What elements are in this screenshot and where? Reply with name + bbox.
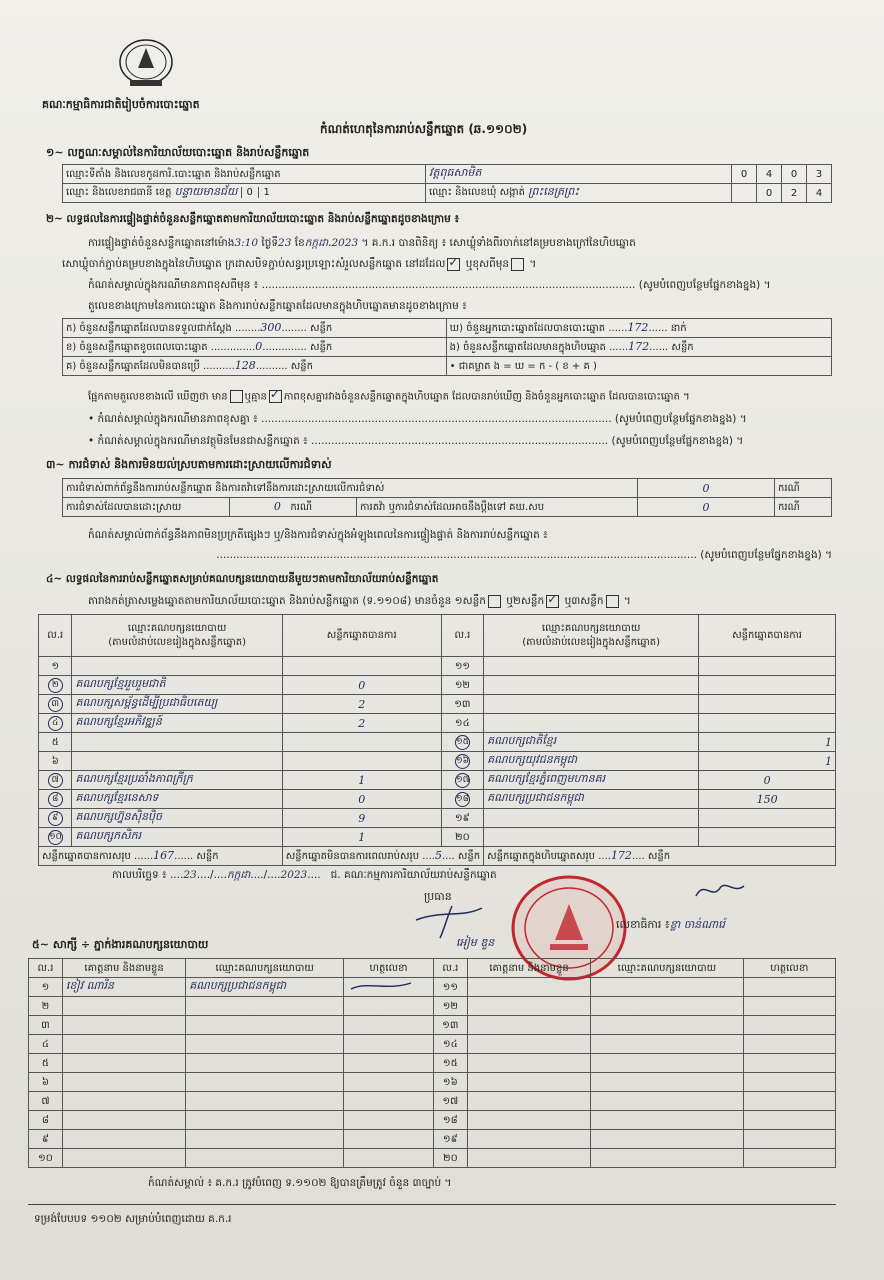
form-footer: ទម្រង់បែបបទ ១១០២ សម្រាប់បំពេញដោយ គ.ក.រ [34,1213,232,1225]
table-row: ៩ គណបក្សហ្វ៊ុនស៊ិនប៉ិច 9 ១៩ [39,809,836,828]
foreign-object-note: • កំណត់សម្គាល់ក្នុងករណីមានវត្ថុមិនមែនជាសន្លឹកឆ្នោត ៖ ......................................................................................... (សូមបំពេញបន្ថែមផ្នែកខាងខ្នង) ។ [88,435,744,447]
spoiled-ballots: ខ) ចំនួនសន្លឹកឆ្នោតខូចពេលបោះឆ្នោត ..............0.............. សន្លឹក [63,338,447,357]
table-row: ៤ គណបក្សខ្មែរអភិវឌ្ឍន៍ 2 ១៤ [39,714,836,733]
witnesses-table: ល.រ គោត្តនាម និងនាមខ្លួន ឈ្មោះគណបក្សនយោបាយ ហត្ថលេខា ល.រ គោត្តនាម និងនាមខ្លួន ឈ្មោះគណបក្សនយោបាយ ហត្ថលេខា ១ ខៀវ ណារិន គណបក្សប្រជាជនកម្ពុជា ១១ ២ ១២ ៣ ១៣ ៤ ១៤ ៥ ១៥ ៦ ១៦ ៧ ១៧ ៨ ១៨ ៩ ១៩ ១០ ២០ [28,958,836,1168]
ballots-in-box: ង) ចំនួនសន្លឹកឆ្នោតដែលមានក្នុងហិបឆ្នោត ......172...... សន្លឹក [446,338,831,357]
resolved-label: ការជំទាស់ដែលបានដោះស្រាយ [63,498,230,517]
location-code-2: 4 [757,165,782,184]
commune-code-1: 0 [757,184,782,203]
table-row: ១០ គណបក្សកសិករ 1 ២០ [39,828,836,847]
witness-row: ២ ១២ [29,997,836,1016]
footer-divider [28,1204,836,1205]
seal-check-line: សោឃ្លុំចាក់ភ្ជាប់គម្របខាងក្នុងនៃហិបឆ្នោត ក្រដាសបិទភ្ជាប់សន្ធរប្រឡោះសំរួលសន្លឹកឆ្នោត នៅដដែល✓ ឬខុសពីមុន ។ [62,257,536,271]
location-code-4: 3 [807,165,832,184]
voters-count-value: 172 [627,320,649,334]
invalid-total-value: 5 [434,848,442,862]
irregularity-note: កំណត់សម្គាល់ពាក់ព័ន្ធនឹងភាពមិនប្រក្រតីផ្សេងៗ ឬ/និងការជំទាស់ក្នុងអំឡុងពេលនៃការផ្ទៀងផ្ទាត់ និងការរាប់សន្លឹកឆ្នោត ៖ [88,529,548,541]
figures-table [62,318,832,376]
table-row: ១ ១១ [39,657,836,676]
org-name: គណៈកម្មាធិការជាតិរៀបចំការបោះឆ្នោត [42,98,200,111]
results-table: ល.រ ឈ្មោះគណបក្សនយោបាយ (តាមលំដាប់លេខរៀងក្នុងសន្លឹកឆ្នោត) សន្លឹកឆ្នោតបានការ ល.រ ឈ្មោះគណបក្សនយោបាយ (តាមលំដាប់លេខរៀងក្នុងសន្លឹកឆ្នោត) សន្លឹកឆ្នោតបានការ ១ ១១ ២ គណបក្សខ្មែររួបរួមជាតិ 0 ១២ ៣ គណបក្សសម្ព័ន្ធដើម្បីប្រជាធិបតេយ្យ 2 ១៣ ៤ គណបក្សខ្មែរអភិវឌ្ឍន៍ 2 ១៤ ៥ ១៥ គណបក្សជាតិខ្មែរ 1 ៦ ១៦ គណបក្សយុវជនកម្ពុជា 1 ៧ គណបក្សខ្មែរប្រឆាំងភាពក្រីក្រ 1 ១៧ គណបក្សខ្មែរភ្នំពេញមហានគរ 0 ៨ គណបក្សខ្មែរនេសាទ 0 ១៨ គណបក្សប្រជាជនកម្ពុជា 150 ៩ គណបក្សហ្វ៊ុនស៊ិនប៉ិច 9 ១៩ ១០ គណបក្សកសិករ 1 ២០ សន្លឹកឆ្នោតបានការសរុប ......167...... សន្លឹក សន្លឹកឆ្នោតមិនបានការពេលរាប់សរុប ....5.... សន្លឹក សន្លឹកឆ្នោតក្នុងហិបឆ្នោតសរុប ....172.... សន្លឹក [38,614,836,866]
verification-day: 23 [278,237,292,249]
date-year: 2023 [280,869,308,881]
location-code-3: 0 [782,165,807,184]
table-row: ២ គណបក្សខ្មែររួបរួមជាតិ 0 ១២ [39,676,836,695]
difference-note: កំណត់សម្គាល់ក្នុងករណីមានភាពខុសពីមុន ៖ ................................................................................................................ (សូមបំពេញបន្ថែមផ្នែកខាងខ្នង) ។ [88,279,771,291]
chair-signature [412,900,512,940]
table-row: ៧ គណបក្សខ្មែរប្រឆាំងភាពក្រីក្រ 1 ១៧ គណបក្សខ្មែរភ្នំពេញមហានគរ 0 [39,771,836,790]
witness-row: ៥ ១៥ [29,1054,836,1073]
table-row: ៣ គណបក្សសម្ព័ន្ធដើម្បីប្រជាធិបតេយ្យ 2 ១៣ [39,695,836,714]
has-discrepancy-checkbox[interactable] [230,390,243,403]
section3-heading: ៣~ ការជំទាស់ និងការមិនយល់ស្របតាមការដោះស្រាយលើការជំទាស់ [46,458,332,471]
figures-intro: តួលេខខាងក្រោមនៃការបោះឆ្នោត និងការរាប់សន្លឹកឆ្នោតដែលមានក្នុងហិបឆ្នោតមានដូចខាងក្រោម ៖ [88,300,467,312]
commune-label: ឈ្មោះ និងលេខឃុំ សង្កាត់ ព្រះនេត្រព្រះ [426,184,732,203]
three-sheets-checkbox[interactable] [606,595,619,608]
complaints-value: 0 [638,479,775,498]
table-row: ៨ គណបក្សខ្មែរនេសាទ 0 ១៨ គណបក្សប្រជាជនកម្ពុជា 150 [39,790,836,809]
totals-row [39,847,836,866]
box-total: សន្លឹកឆ្នោតក្នុងហិបឆ្នោតសរុប ....172.... សន្លឹក [484,847,836,866]
witness-row: ៦ ១៦ [29,1073,836,1092]
unchanged-checkbox[interactable] [447,258,460,271]
section1-heading: ១~ លក្ខណៈសម្គាល់នៃការិយាល័យបោះឆ្នោត និងរាប់សន្លឹកឆ្នោត [46,146,310,159]
witness-row: ៨ ១៨ [29,1111,836,1130]
unused-ballots-value: 128 [234,358,256,372]
province-label: ឈ្មោះ និងលេខរាជធានី ខេត្ត បន្ទាយមានជ័យ 0 1 [63,184,426,203]
commune-value: ព្រះនេត្រព្រះ [528,185,580,198]
irregularity-fill: ................................................................................................................................................ (សូមបំពេញបន្ថែមផ្នែកខាងខ្នង) ។ [216,549,832,561]
ballots-in-box-value: 172 [628,339,650,353]
province-value: បន្ទាយមានជ័យ [174,185,238,198]
valid-total-value: 167 [153,848,175,862]
section4-heading: ៤~ លទ្ធផលនៃការរាប់សន្លឹកឆ្នោតសម្រាប់គណបក្សនយោបាយនីមួយៗតាមការិយាល័យរាប់សន្លឹកឆ្នោត [46,573,439,585]
appeal-label: ការតវ៉ា ឬការជំទាស់ដែលអាចនឹងប្តឹងទៅ គឃ.សប [357,498,638,517]
formula: • ជាគម្លាត ង = ឃ = ក - ( ខ + គ ) [446,357,831,376]
box-total-value: 172 [610,848,632,862]
nec-logo [116,38,176,90]
unused-ballots: គ) ចំនួនសន្លឹកឆ្នោតដែលមិនបានប្រើ ..........128.......... សន្លឹក [63,357,447,376]
received-ballots: ក) ចំនួនសន្លឹកឆ្នោតដែលបានទទួលជាក់ស្តែង ........300........ សន្លឹក [63,319,447,338]
section5-heading: ៥~ សាក្សី ÷ ភ្នាក់ងារគណបក្សនយោបាយ [32,938,209,951]
location-code-1: 0 [732,165,757,184]
discrepancy-note: • កំណត់សម្គាល់ក្នុងករណីមានភាពខុសគ្នា ៖ ......................................................................................................... (សូមបំពេញបន្ថែមផ្នែកខាងខ្នង) ។ [88,413,747,425]
commune-code-2: 2 [782,184,807,203]
chair-name: អៀម ឌួន [456,936,495,949]
resolved-value: 0 [273,499,281,513]
witness-row: ១ ខៀវ ណារិន គណបក្សប្រជាជនកម្ពុជា ១១ [29,978,836,997]
witness-row: ៣ ១៣ [29,1016,836,1035]
table-row: ៦ ១៦ គណបក្សយុវជនកម្ពុជា 1 [39,752,836,771]
witness-row: ១០ ២០ [29,1149,836,1168]
witness-row: ៩ ១៩ [29,1130,836,1149]
location-value: វត្តពុធសាមិត [426,165,732,184]
witness-row: ៧ ១៧ [29,1092,836,1111]
secretary-line: លេខាធិការ ៖ខ្លា ចាន់ណារ៉េ [616,918,726,931]
no-discrepancy-checkbox[interactable] [269,390,282,403]
valid-total: សន្លឹកឆ្នោតបានការសរុប ......167...... សន្លឹក [39,847,283,866]
verification-month: កក្កដា [304,237,329,249]
tally-sheets-line: តារាងកត់ត្រាសម្លេងឆ្នោតតាមការិយាល័យបោះឆ្នោត និងរាប់សន្លឹកឆ្នោត (ទ.១១០៨) មានចំនួន ១សន្លឹក ឬ២សន្លឹក✓ ឬ៣សន្លឹក ។ [88,594,631,608]
date-day: 23 [183,869,197,881]
date-line: កាលបរិច្ឆេទ ៖ ....23..../....កក្កដា..../....2023.... ជ. គណៈកម្មការការិយាល័យរាប់សន្លឹកឆ្នោត [112,869,497,881]
copies-note: កំណត់សម្គាល់ ៖ គ.ក.រ ត្រូវបំពេញ ទ.១១០២ ឱ្យបានត្រឹមត្រូវ ចំនួន ៣ច្បាប់ ។ [148,1177,452,1189]
secretary-signature [694,878,748,902]
chair-label: ប្រធាន [424,890,452,903]
received-ballots-value: 300 [260,320,282,334]
two-sheets-checkbox[interactable] [546,595,559,608]
verification-year: 2023 [331,237,359,249]
discrepancy-check: ផ្អែកតាមតួលេខខាងលើ ឃើញថា មាន ឬគ្មាន✓ ភាពខុសគ្នារវាងចំនួនសន្លឹកឆ្នោតក្នុងហិបឆ្នោត ដែលបានរាប់ឃើញ និងចំនួនអ្នកបោះឆ្នោត ដែលបានបោះឆ្នោត ។ [88,390,690,405]
verification-line: ការផ្ទៀងផ្ទាត់ចំនួនសន្លឹកឆ្នោតនៅម៉ោង3:10 ថ្ងៃទី23 ខែកក្កដា.2023 ។ គ.ក.រ បានពិនិត្យ ៖ សោឃ្លុំទាំងពីរចាក់នៅគម្របខាងក្រៅនៃហិបឆ្នោត [88,237,636,249]
one-sheet-checkbox[interactable] [488,595,501,608]
location-label: ឈ្មោះទីតាំង និងលេខកូដការិ.បោះឆ្នោត និងរាប់សន្លឹកឆ្នោត [63,165,426,184]
voters-count: ឃ) ចំនួនអ្នកបោះឆ្នោតដែលបានបោះឆ្នោត ......172...... នាក់ [446,319,831,338]
witness-signature [344,978,434,997]
section2-heading: ២~ លទ្ធផលនៃការផ្ទៀងផ្ទាត់ចំនួនសន្លឹកឆ្នោតតាមការិយាល័យបោះឆ្នោត និងរាប់សន្លឹកឆ្នោតដូចខាងក្រោម ៖ [46,213,460,225]
witness-row: ៤ ១៤ [29,1035,836,1054]
invalid-total: សន្លឹកឆ្នោតមិនបានការពេលរាប់សរុប ....5.... សន្លឹក [282,847,483,866]
date-month: កក្កដា [226,869,251,881]
table-row: ៥ ១៥ គណបក្សជាតិខ្មែរ 1 [39,733,836,752]
changed-checkbox[interactable] [511,258,524,271]
spoiled-ballots-value: 0 [255,339,263,353]
section1-table [62,164,832,203]
complaints-table: ការជំទាស់ពាក់ព័ន្ធនឹងការរាប់សន្លឹកឆ្នោត និងការតវ៉ាទៅនឹងការដោះស្រាយលើការជំទាស់ 0 ករណី ការជំទាស់ដែលបានដោះស្រាយ 0 ករណី ការតវ៉ា ឬការជំទាស់ដែលអាចនឹងប្តឹងទៅ គឃ.សប 0 ករណី [62,478,832,517]
document-title: កំណត់ហេតុនៃការរាប់សន្លឹកឆ្នោត (ឆ.១១០២) [320,122,528,136]
appeal-value: 0 [638,498,775,517]
verification-time: 3:10 [234,237,259,249]
commune-code-3: 4 [807,184,832,203]
secretary-name: ខ្លា ចាន់ណារ៉េ [669,918,726,931]
complaints-label: ការជំទាស់ពាក់ព័ន្ធនឹងការរាប់សន្លឹកឆ្នោត និងការតវ៉ាទៅនឹងការដោះស្រាយលើការជំទាស់ [63,479,638,498]
